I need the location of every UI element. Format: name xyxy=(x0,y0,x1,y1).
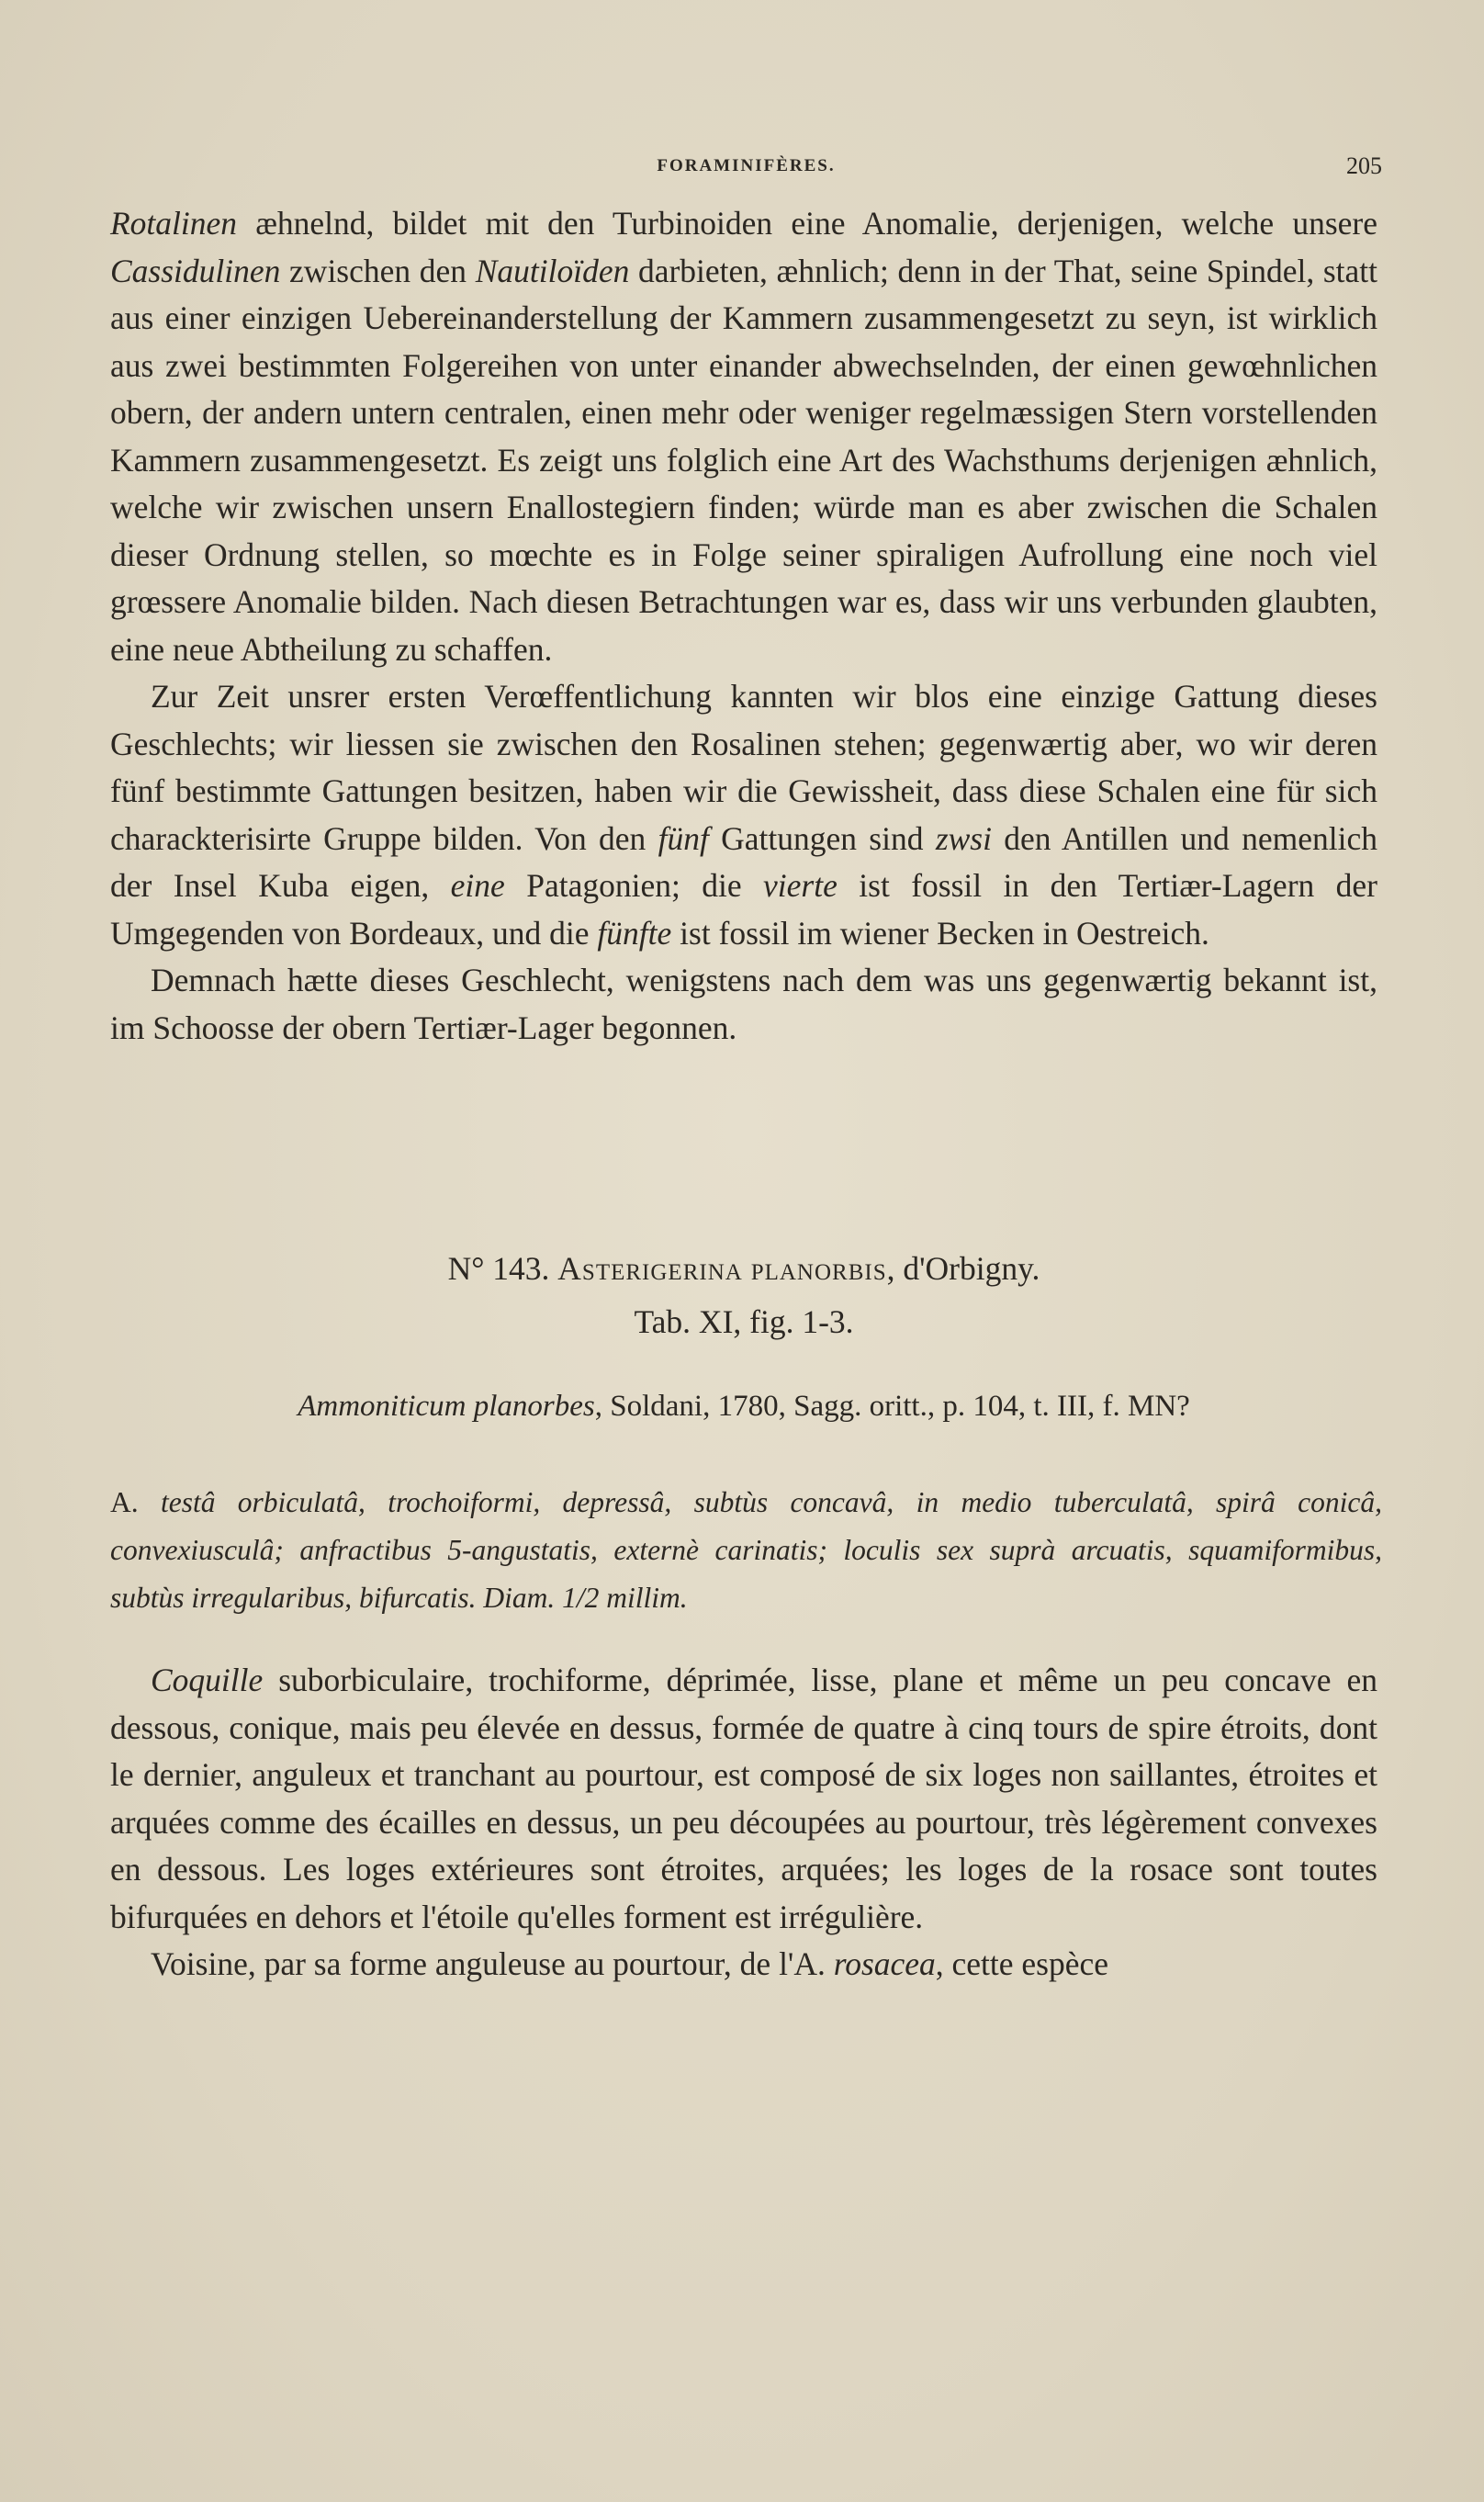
plate-reference: Tab. XI, fig. 1-3. xyxy=(634,1303,854,1340)
text-run: suborbiculaire, trochiforme, déprimée, lisse, plane et même un peu concave en dessous, conique, mais peu élevée en dessus, formée de quatre à cinq tours de spire étroits, dont le dernier, anguleux et tranchant au pourtour, est composé de six loges non saillantes, étroites et arquées comme des écailles en dessus, un peu découpées au pourtour, très légèrement convexes en dessous. Les loges extérieures sont étroites, arquées; les loges de la rosace sont toutes bifurquées en dehors et l'étoile qu'elles forment est irrégulière. xyxy=(110,1662,1377,1935)
italic-term: Ammoniticum planorbes xyxy=(298,1390,595,1423)
italic-term: Cassidulinen xyxy=(110,252,281,289)
italic-term: Coquille xyxy=(151,1662,264,1698)
italic-term: fünfte xyxy=(597,914,672,952)
text-run: den Antillen und nemenlich der Insel Kuba eigen, xyxy=(110,819,1377,904)
text-run: Gattungen sind xyxy=(708,819,936,857)
italic-term: zwsi xyxy=(935,819,992,857)
species-heading xyxy=(110,1249,1377,1288)
text-run: darbieten, æhnlich; denn in der That, seine Spindel, statt aus einer einzigen Uebereinanderstellung der Kammern zusammengesetzt zu seyn, ist wirklich aus zwei bestimmten Folgereihen von unter einander abwechselnden, der einen gewœhnlichen obern, der andern untern centralen, einen mehr oder weniger regelmæssigen Stern vorstellenden Kammern zusammengesetzt. Es zeigt uns folglich eine Art des Wachsthums derjenigen æhnlich, welche wir zwischen unsern Enallostegiern finden; würde man es aber zwischen die Schalen dieser Ordnung stellen, so mœchte es in Folge seiner spiraligen Aufrollung eine noch viel grœssere Anomalie bilden. Nach diesen Betrachtungen war es, dass wir uns verbunden glaubten, eine neue Abtheilung zu schaffen. xyxy=(110,252,1378,668)
diagnosis-text: testâ orbiculatâ, trochoiformi, depressâ, subtùs concavâ, in medio tuberculatâ, spirâ conicâ, convexiusculâ; anfractibus 5-angustatis, externè carinatis; loculis sex suprà arcuatis, squamiformibus, subtùs irregularibus, bifurcatis. Diam. 1/2 millim. xyxy=(110,1486,1382,1614)
text-run: , cette espèce xyxy=(935,1945,1109,1982)
intro-paragraph-2 xyxy=(110,673,1377,957)
french-description xyxy=(110,1657,1377,1989)
italic-term: Nautiloïden xyxy=(475,252,630,289)
text-run: ist fossil in den Tertiær-Lagern der Umgegenden von Bordeaux, und die xyxy=(110,867,1378,952)
text-run: , Soldani, 1780, Sagg. oritt., p. 104, t. III, f. MN? xyxy=(594,1390,1190,1423)
page-number: 205 xyxy=(1346,152,1382,179)
species-author: , d'Orbigny. xyxy=(886,1250,1040,1287)
text-run: ist fossil im wiener Becken in Oestreich. xyxy=(671,914,1209,952)
italic-term: Rotalinen xyxy=(110,205,238,242)
species-number: N° 143. xyxy=(447,1250,550,1287)
text-run: zwischen den xyxy=(280,252,476,289)
text-run: Voisine, par sa forme anguleuse au pourtour, de l'A. xyxy=(151,1945,834,1982)
italic-term: vierte xyxy=(763,867,838,904)
page-header xyxy=(110,152,1382,184)
synonymy-line xyxy=(110,1390,1377,1424)
latin-diagnosis xyxy=(110,1479,1382,1622)
description-paragraph-1 xyxy=(110,1657,1377,1941)
text-run: æhnelnd, bildet mit den Turbinoiden eine Anomalie, derjenigen, welche unsere xyxy=(237,205,1377,242)
species-epithet: planorbis xyxy=(750,1250,887,1287)
species-genus: Asterigerina xyxy=(557,1250,743,1287)
intro-paragraph-3: Demnach hætte dieses Geschlecht, wenigstens nach dem was uns gegenwærtig bekannt ist, im Schoosse der obern Tertiær-Lager begonnen. xyxy=(110,962,1377,1046)
italic-term: rosacea xyxy=(833,1945,936,1982)
running-head: FORAMINIFÈRES. xyxy=(657,156,836,175)
text-run: Zur Zeit unsrer ersten Verœffentlichung kannten wir blos eine einzige Gattung dieses Geschlechts; wir liessen sie zwischen den Rosalinen stehen; gegenwærtig aber, wo wir deren fünf bestimmte Gattungen besitzen, haben wir die Gewissheit, dass diese Schalen eine für sich charackterisirte Gruppe bilden. Von den xyxy=(110,678,1377,857)
description-paragraph-2 xyxy=(110,1941,1377,1989)
italic-term: fünf xyxy=(658,819,709,857)
intro-text xyxy=(110,200,1377,1052)
intro-paragraph-1 xyxy=(110,200,1377,673)
text-run: Patagonien; die xyxy=(504,867,764,904)
italic-term: eine xyxy=(450,867,505,904)
diagnosis-letter: A. xyxy=(110,1486,139,1518)
